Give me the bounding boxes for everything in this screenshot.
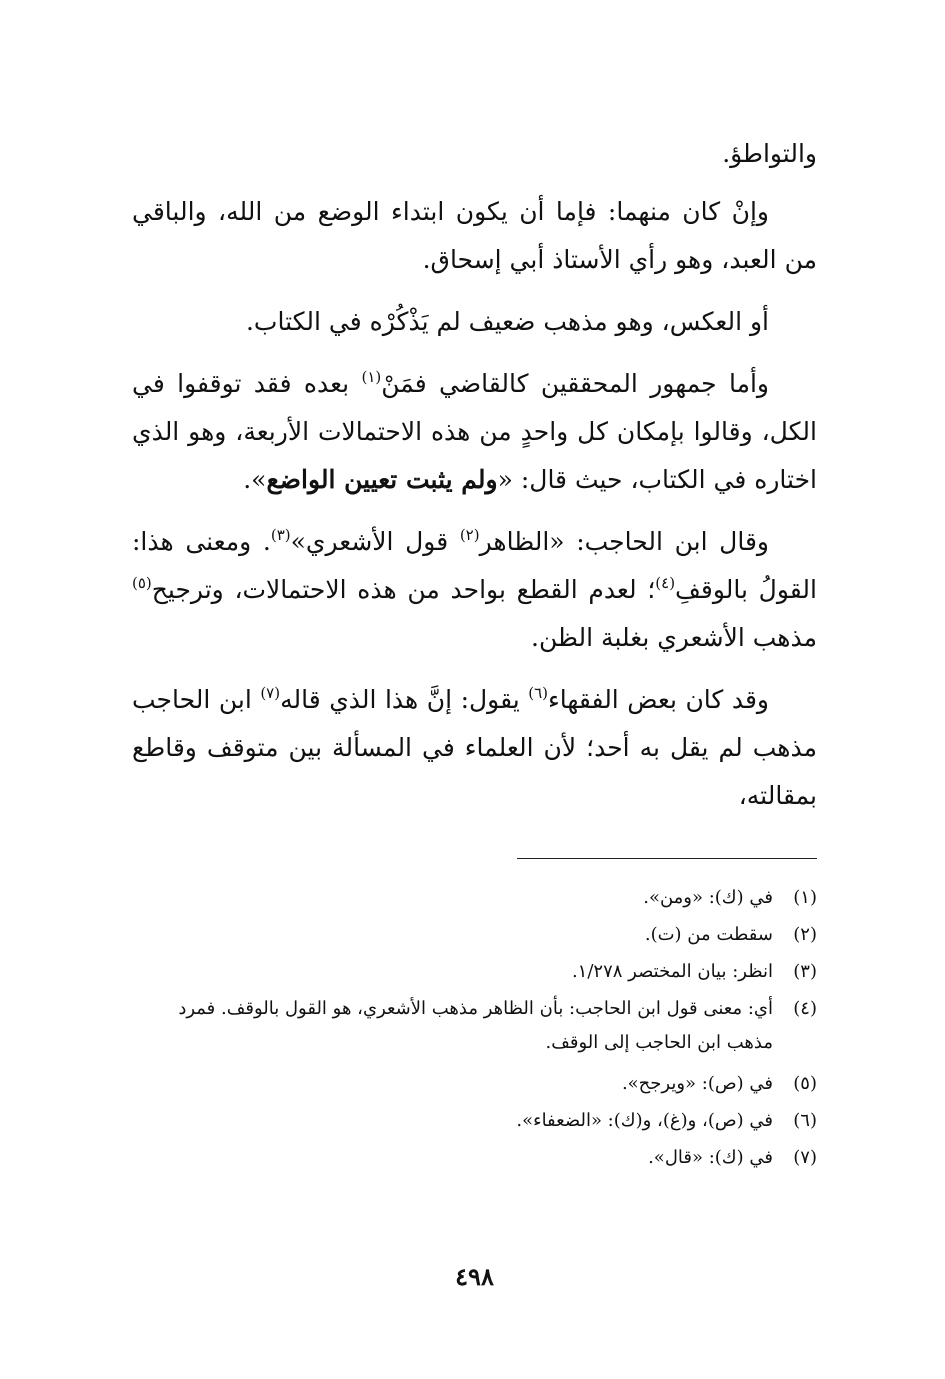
footnote-text: أي: معنى قول ابن الحاجب: بأن الظاهر مذهب الأشعري، هو القول بالوقف. فمرد مذهب ابن الحاجب إلى الوقف.: [178, 998, 773, 1053]
paragraph-5-part-a: وقال ابن الحاجب: «الظاهر: [479, 527, 769, 556]
page-number: ٤٩٨: [455, 1262, 494, 1291]
footnote-ref-7: (٧): [260, 684, 281, 702]
footnote-ref-1: (١): [361, 368, 382, 386]
footnote-ref-2: (٢): [459, 526, 480, 544]
paragraph-5-part-d: ؛ لعدم القطع بواحد من هذه الاحتمالات، وترجيح: [151, 575, 656, 604]
paragraph-6-part-c: ابن الحاجب مذهب لم يقل به أحد؛ لأن العلماء في المسألة بين متوقف وقاطع بمقالته،: [132, 685, 817, 810]
footnote-text: سقطت من (ت).: [644, 924, 773, 945]
paragraph-5-part-b: قول الأشعري»: [290, 527, 460, 556]
footnote-3: [132, 959, 817, 985]
footnote-ref-3: (٣): [270, 526, 291, 544]
paragraph-3: أو العكس، وهو مذهب ضعيف لم يَذْكُرْه في الكتاب.: [245, 307, 769, 336]
paragraph-4-part-b: بعده فقد توقفوا في الكل، وقالوا بإمكان كل واحدٍ من هذه الاحتمالات الأربعة، وهو الذي اختاره في الكتاب، حيث قال: «: [132, 369, 817, 494]
footnote-ref-5: (٥): [132, 574, 152, 592]
paragraph-6-part-b: يقول: إنَّ هذا الذي قاله: [280, 685, 529, 714]
footnote-divider: [517, 858, 817, 859]
footnote-text: في (ص): «ويرجح».: [621, 1073, 773, 1094]
paragraph-4-part-a: وأما جمهور المحققين كالقاضي فمَنْ: [381, 369, 769, 398]
paragraph-4: [132, 360, 817, 504]
paragraph-6: [132, 676, 817, 820]
footnote-number: (١): [793, 887, 817, 908]
footnote-2: [132, 922, 817, 948]
footnote-number: (٤): [793, 998, 817, 1019]
paragraph-4-part-c: ».: [243, 465, 267, 494]
footnote-text: في (ص)، و(غ)، و(ك): «الضعفاء».: [516, 1110, 773, 1131]
bold-quote: ولم يثبت تعيين الواضع: [266, 465, 498, 494]
footnote-number: (٧): [793, 1147, 817, 1168]
paragraph-5: [132, 518, 817, 662]
footnote-7: [132, 1145, 817, 1171]
book-page: [132, 0, 817, 1379]
footnote-number: (٢): [793, 924, 817, 945]
paragraph-2: وإنْ كان منهما: فإما أن يكون ابتداء الوضع من الله، والباقي من العبد، وهو رأي الأستاذ أبي إسحاق.: [132, 197, 817, 274]
footnote-text: في (ك): «ومن».: [643, 887, 773, 908]
footnote-number: (٥): [793, 1073, 817, 1094]
footnote-number: (٦): [793, 1110, 817, 1131]
footnote-ref-4: (٤): [655, 574, 676, 592]
paragraph-6-part-a: وقد كان بعض الفقهاء: [548, 685, 769, 714]
footnote-text: انظر: بيان المختصر ١/٢٧٨.: [571, 961, 773, 982]
footnote-5: [132, 1071, 817, 1097]
footnote-text: في (ك): «قال».: [648, 1147, 773, 1168]
footnote-6: [132, 1108, 817, 1134]
footnote-ref-6: (٦): [528, 684, 548, 702]
footnote-1: [132, 885, 817, 911]
main-text: [132, 130, 817, 834]
paragraph-5-part-e: مذهب الأشعري بغلبة الظن.: [531, 623, 817, 652]
footnote-4: [132, 996, 817, 1060]
footnote-number: (٣): [793, 961, 817, 982]
paragraph-1: والتواطؤ.: [722, 139, 817, 168]
footnotes: [132, 885, 817, 1182]
paragraph-5-part-c: . ومعنى هذا: القولُ بالوقفِ: [132, 527, 817, 604]
